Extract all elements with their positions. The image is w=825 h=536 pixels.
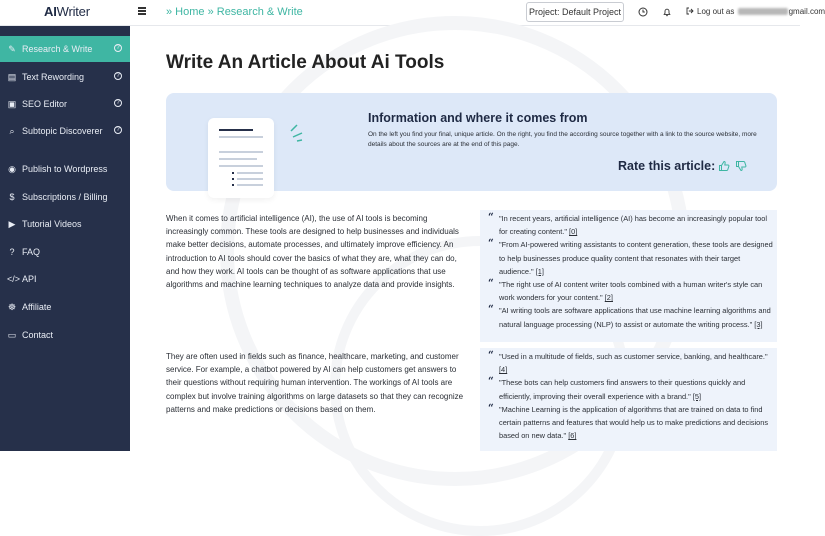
quote-icon: “	[488, 402, 494, 414]
sidebar-item-publish-to-wordpress[interactable]	[0, 156, 130, 182]
sidebar-item-api[interactable]	[0, 266, 130, 292]
source-link[interactable]: [4]	[499, 365, 508, 375]
logout-link[interactable]	[686, 7, 825, 16]
source-link[interactable]: [0]	[569, 227, 578, 237]
sidebar-item-label: FAQ	[22, 247, 41, 257]
sidebar-item-text-rewording[interactable]	[0, 64, 130, 90]
sidebar-item-subtopic-discoverer[interactable]	[0, 118, 130, 144]
app-logo[interactable]	[44, 4, 90, 19]
sidebar-item-label: Research & Write	[22, 44, 93, 54]
quote-icon: “	[488, 212, 494, 223]
quote-icon: “	[488, 350, 494, 361]
sidebar-item-affiliate[interactable]	[0, 294, 130, 320]
help-icon[interactable]: ?	[114, 126, 122, 134]
breadcrumb[interactable]	[166, 6, 303, 18]
logout-icon	[686, 7, 695, 15]
sidebar-item-label: Contact	[22, 330, 54, 340]
source-quote-text: "From AI-powered writing assistants to content generation, these tools are designed to help businesses produce quality content that resonates with their target audience."	[499, 240, 773, 276]
sidebar-item-research-write[interactable]	[0, 36, 130, 62]
clock-icon[interactable]	[638, 7, 648, 17]
sidebar	[0, 26, 130, 451]
main-content	[130, 26, 800, 451]
source-link[interactable]: [6]	[568, 431, 577, 441]
source-link[interactable]: [5]	[692, 391, 702, 401]
sparkle-icon	[288, 121, 306, 143]
rate-article-label: Rate this article:	[618, 159, 716, 173]
search-icon: ⌕	[9, 125, 15, 136]
source-link[interactable]: [1]	[535, 266, 544, 276]
source-link[interactable]: [3]	[754, 319, 763, 329]
quote-icon: “	[488, 304, 494, 316]
source-quote-text: "These bots can help customers find answers to their questions quickly and efficiently, improving their overall experience with a brand."	[499, 378, 746, 401]
document-icon: ▤	[7, 71, 17, 82]
sidebar-item-label: Text Rewording	[22, 72, 85, 82]
hamburger-menu-icon[interactable]	[138, 7, 146, 15]
chat-icon: ▭	[7, 329, 17, 340]
quote-icon: “	[488, 376, 494, 388]
handshake-icon: ☸	[7, 301, 17, 312]
sidebar-item-seo-editor[interactable]	[0, 91, 130, 117]
logo-writer-text: Writer	[56, 4, 90, 19]
source-quote-text: "Machine Learning is the application of algorithms that are trained on data to find certain patterns and features that would help us to make predictions and decisions based on new data."	[499, 404, 769, 441]
sidebar-item-label: Affiliate	[22, 302, 52, 312]
sidebar-item-tutorial-videos[interactable]	[0, 211, 130, 237]
sidebar-item-label: Tutorial Videos	[22, 219, 82, 229]
help-icon[interactable]: ?	[114, 72, 122, 80]
help-icon[interactable]: ?	[114, 44, 122, 52]
source-quote-text: "The right use of AI content writer tools combined with a human writer's style can work wonders for your content."	[499, 280, 763, 303]
source-quote-text: "In recent years, artificial intelligence (AI) has become an increasingly popular tool for creating content."	[499, 214, 768, 237]
sources-panel	[480, 210, 777, 342]
sidebar-item-contact[interactable]	[0, 322, 130, 348]
document-illustration	[208, 118, 274, 198]
sidebar-item-faq[interactable]	[0, 239, 130, 265]
sidebar-item-label: Subtopic Discoverer	[22, 126, 103, 136]
sidebar-item-label: API	[22, 274, 37, 284]
source-quote	[480, 403, 777, 443]
article-paragraph: When it comes to artificial intelligence (AI), the use of AI tools is becoming increasingly common. These tools are designed to help businesses and individuals make better decisions, automate processes, and ultimately improve efficiency. An introduction to AI tools should cover the basics of what they are, what they can do, and how they work. AI tools can be thought of as software applications that use algorithms and machine learning techniques to analyze data and provide insights.	[166, 214, 459, 290]
source-quote-text: "AI writing tools are software applications that use machine learning algorithms and natural language processing (NLP) to assist or automate the writing process."	[499, 306, 771, 329]
sidebar-item-subscriptions-billing[interactable]	[0, 184, 130, 210]
info-description: On the left you find your final, unique article. On the right, you find the according source together with a link to the source website, more details about the sources are at the end of this page.	[368, 131, 757, 148]
dollar-icon: $	[9, 192, 15, 202]
sidebar-item-label: Publish to Wordpress	[22, 164, 108, 174]
wordpress-icon: ◉	[8, 163, 16, 174]
quote-icon: “	[488, 238, 494, 250]
source-quote	[480, 238, 777, 278]
sources-panel	[480, 348, 777, 451]
page-title: Write An Article About Ai Tools	[166, 52, 445, 73]
pencil-icon: ✎	[8, 43, 16, 54]
info-title: Information and where it comes from	[368, 111, 588, 125]
article-paragraph: They are often used in fields such as finance, healthcare, marketing, and customer service. For example, a chatbot powered by AI can help customers get answers to their questions without requiring human intervention. The workings of AI tools are complex but involve training algorithms on large datasets so that they can recognize patterns and make predictions or decisions based on them.	[166, 352, 464, 414]
breadcrumb-text[interactable]: » Home » Research & Write	[166, 6, 303, 18]
redacted-email	[738, 8, 788, 15]
project-selector-button[interactable]: Project: Default Project	[526, 2, 624, 22]
logout-label: Log out as	[697, 7, 735, 16]
quote-icon: “	[488, 278, 494, 290]
source-quote-text: "Used in a multitude of fields, such as customer service, banking, and healthcare."	[499, 352, 768, 361]
sidebar-item-label: Subscriptions / Billing	[22, 192, 108, 202]
thumbs-up-icon[interactable]	[718, 160, 730, 175]
source-link[interactable]: [2]	[604, 293, 613, 303]
help-icon[interactable]: ?	[114, 99, 122, 107]
edit-icon: ▣	[7, 98, 17, 109]
source-quote	[480, 304, 777, 330]
code-icon: </>	[7, 274, 21, 284]
source-quote	[480, 278, 777, 304]
logo-ai-text: AI	[44, 4, 57, 19]
source-quote	[480, 212, 777, 238]
play-icon: ▶	[8, 218, 16, 229]
question-icon: ?	[9, 247, 15, 257]
thumbs-down-icon[interactable]	[735, 160, 747, 175]
source-quote	[480, 350, 777, 376]
bell-icon[interactable]	[662, 7, 672, 17]
logout-email-domain: gmail.com	[788, 7, 825, 16]
info-panel	[166, 93, 777, 191]
source-quote	[480, 376, 777, 402]
sidebar-item-label: SEO Editor	[22, 99, 68, 109]
